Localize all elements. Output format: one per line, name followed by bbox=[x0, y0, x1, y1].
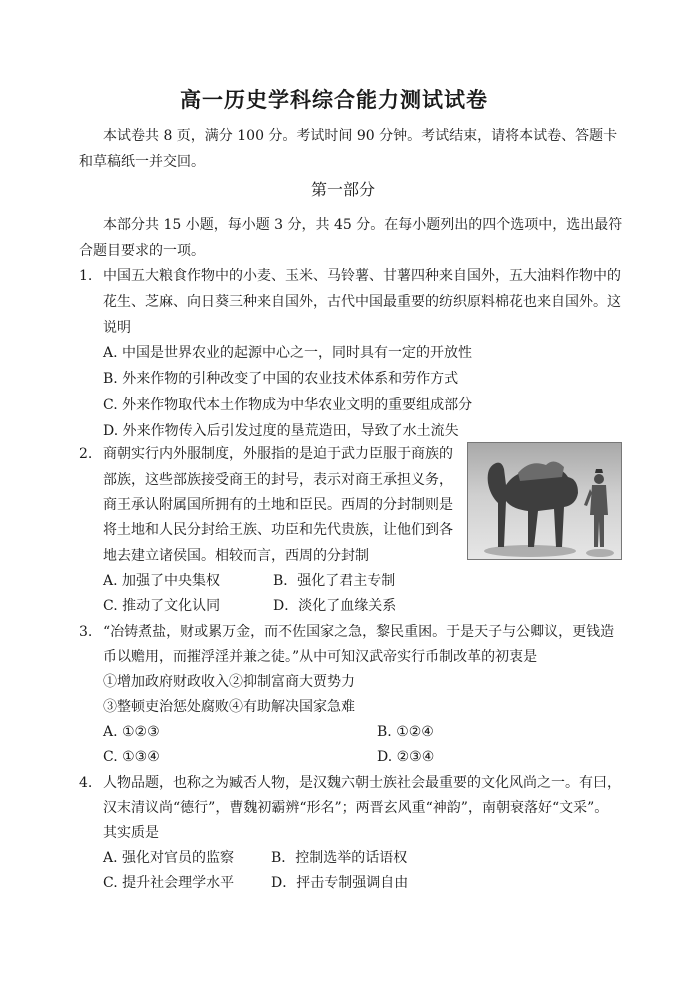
option-b: B．控制选举的话语权 bbox=[271, 850, 408, 866]
question-stem-line: 花生、芝麻、向日葵三种来自国外，古代中国最重要的纺织原料棉花也来自国外。这 bbox=[103, 294, 621, 310]
option-d: D．抨击专制强调自由 bbox=[271, 875, 409, 891]
question-stem-line: ①增加政府财政收入②抑制富商大贾势力 bbox=[103, 674, 355, 690]
question-number: 4. bbox=[79, 775, 93, 791]
intro-line-2: 和草稿纸一并交回。 bbox=[79, 154, 205, 170]
question-stem-line: 中国五大粮食作物中的小麦、玉米、马铃薯、甘薯四种来自国外，五大油料作物中的 bbox=[103, 268, 621, 284]
camel-figurine-illustration bbox=[468, 443, 621, 559]
question-stem-line: 商朝实行内外服制度，外服指的是迫于武力臣服于商族的 bbox=[103, 446, 453, 462]
part-intro-line-2: 合题目要求的一项。 bbox=[79, 243, 205, 259]
option-a: A. 强化对官员的监察 bbox=[103, 850, 235, 866]
option-d: D. 外来作物传入后引发过度的垦荒造田，导致了水土流失 bbox=[103, 423, 459, 439]
option-c: C. 外来作物取代本土作物成为中华农业文明的重要组成部分 bbox=[103, 397, 473, 413]
question-stem-line: 币以赡用，而摧浮淫并兼之徒。”从中可知汉武帝实行币制改革的初衷是 bbox=[103, 649, 538, 665]
question-number: 3. bbox=[79, 624, 93, 640]
question-number: 1. bbox=[79, 268, 93, 284]
question-stem-line: 说明 bbox=[103, 320, 131, 336]
question-stem-line: ③整顿吏治惩处腐败④有助解决国家急难 bbox=[103, 699, 355, 715]
part-title: 第一部分 bbox=[311, 180, 376, 199]
option-d: D. ②③④ bbox=[377, 749, 435, 765]
page-title: 高一历史学科综合能力测试试卷 bbox=[180, 87, 488, 112]
option-a: A. 中国是世界农业的起源中心之一，同时具有一定的开放性 bbox=[103, 345, 473, 361]
tang-camel-figurine-photo bbox=[467, 442, 622, 560]
question-stem-line: 将土地和人民分封给王族、功臣和先代贵族，让他们到各 bbox=[103, 522, 453, 538]
part-intro-line-1: 本部分共 15 小题，每小题 3 分，共 45 分。在每小题列出的四个选项中，选出最符 bbox=[103, 217, 623, 233]
option-c: C. 推动了文化认同 bbox=[103, 598, 221, 614]
option-c: C. ①③④ bbox=[103, 749, 160, 765]
question-stem-line: “冶铸煮盐，财或累万金，而不佐国家之急，黎民重困。于是天子与公卿议，更钱造 bbox=[103, 624, 615, 640]
question-number: 2. bbox=[79, 446, 93, 462]
question-stem-line: 地去建立诸侯国。相较而言，西周的分封制 bbox=[103, 548, 369, 564]
option-b: B．强化了君主专制 bbox=[273, 573, 396, 589]
option-a: A. 加强了中央集权 bbox=[103, 573, 221, 589]
question-stem-line: 汉末清议尚“德行”，曹魏初霸辨“形名”；两晋玄风重“神韵”，南朝衰落好“文采”。 bbox=[103, 800, 609, 816]
intro-line-1: 本试卷共 8 页，满分 100 分。考试时间 90 分钟。考试结束，请将本试卷、答题卡 bbox=[103, 128, 618, 144]
option-b: B. ①②④ bbox=[377, 724, 434, 740]
option-a: A. ①②③ bbox=[103, 724, 160, 740]
question-stem-line: 其实质是 bbox=[103, 825, 159, 841]
question-stem-line: 人物品题，也称之为臧否人物，是汉魏六朝士族社会最重要的文化风尚之一。有曰， bbox=[103, 775, 621, 791]
question-stem-line: 部族，这些部族接受商王的封号，表示对商王承担义务， bbox=[103, 472, 453, 488]
option-c: C. 提升社会理学水平 bbox=[103, 875, 235, 891]
question-stem-line: 商王承认附属国所拥有的土地和臣民。西周的分封制则是 bbox=[103, 497, 453, 513]
option-b: B. 外来作物的引种改变了中国的农业技术体系和劳作方式 bbox=[103, 371, 459, 387]
option-d: D．淡化了血缘关系 bbox=[273, 598, 397, 614]
